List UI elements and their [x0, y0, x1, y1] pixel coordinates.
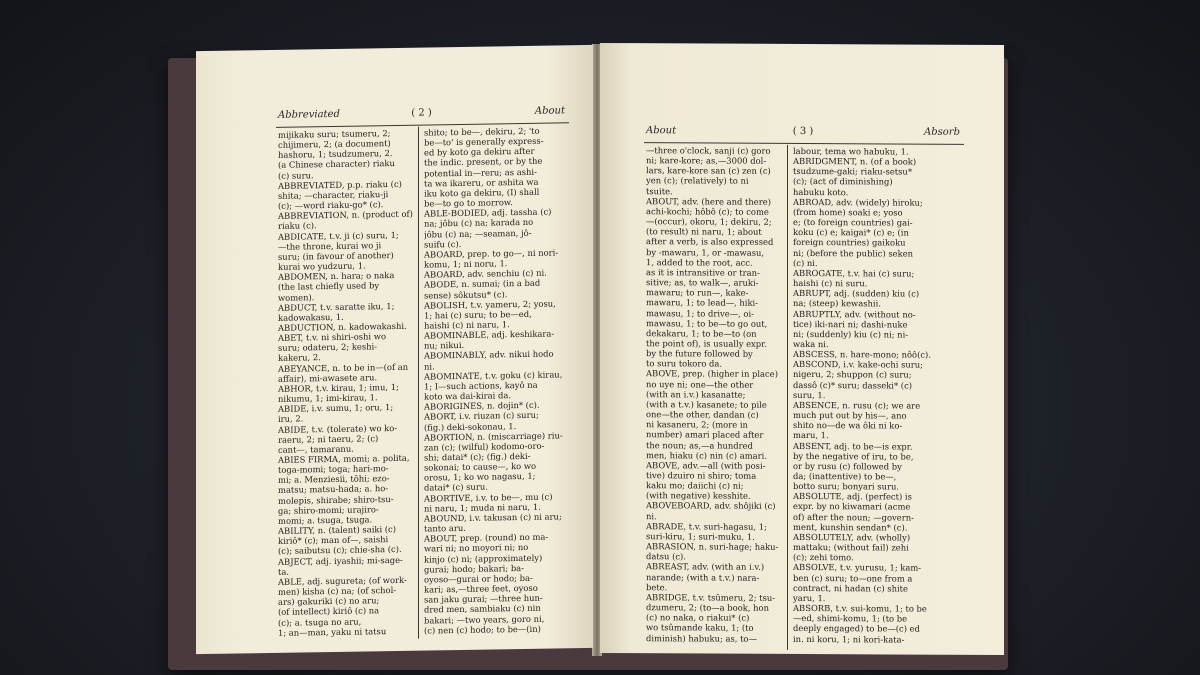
- dictionary-line: shito no—de wa ôki ni ko-: [793, 420, 903, 431]
- dictionary-line: kinjo (c) ni; (approximately): [424, 552, 543, 565]
- right-header-right: Absorb: [924, 126, 960, 138]
- dictionary-line: ABROAD, adv. (widely) hiroku;: [793, 196, 923, 208]
- dictionary-line: ars) gakuriki (c) no aru;: [278, 595, 380, 608]
- dictionary-line: wo tsûmande kaku, 1; (to: [646, 622, 754, 634]
- dictionary-line: suifu (c).: [424, 238, 462, 250]
- dictionary-line: no uye ni; one—the other: [646, 378, 754, 390]
- dictionary-line: be—to go to morrow.: [424, 197, 513, 209]
- dictionary-line: sokonai; to cause—, ko wo: [424, 460, 537, 473]
- dictionary-line: haishi (c) ni suru.: [793, 277, 868, 289]
- dictionary-line: the noun; as,—a hundred: [646, 439, 753, 451]
- dictionary-line: (c); saibutsu (c); chie-sha (c).: [278, 544, 402, 557]
- dictionary-line: (to result) ni naru, 1; about: [646, 226, 762, 238]
- dictionary-line: jôbu (c) na; —seaman, jô-: [424, 227, 532, 240]
- dictionary-line: tanto aru.: [424, 522, 466, 534]
- dictionary-line: men) kisha (c) na; (of schol-: [278, 585, 397, 597]
- dictionary-line: botto suru; bonyari suru.: [793, 481, 900, 492]
- dictionary-line: ABOVE, adv.—all (with posi-: [646, 460, 766, 471]
- dictionary-line: diminish) habuku; as, to—: [646, 632, 757, 644]
- dictionary-line: shi; datai* (c); (fig.) deki-: [424, 450, 531, 463]
- dictionary-line: ABJECT, adj. iyashii; mi-sage-: [278, 554, 403, 567]
- right-page-column-1: [646, 145, 785, 651]
- dictionary-line: after a verb, is also expressed: [646, 236, 774, 248]
- dictionary-line: molepis, shirabe; shiro-tsu-: [278, 493, 394, 506]
- dictionary-line: (with a t.v.) kasanete; to pile: [646, 399, 767, 410]
- dictionary-line: ABOMINABLY, adv. nikui hodo: [424, 348, 554, 361]
- dictionary-line: affair), mi-awasete aru.: [278, 372, 378, 384]
- dictionary-line: ABRUPT, adj. (sudden) kiu (c): [793, 288, 920, 299]
- dictionary-line: gurai; hodo; bakari; ba-: [424, 562, 525, 575]
- dictionary-line: ni; (suddenly) kiu (c) ni; ni-: [793, 328, 909, 340]
- dictionary-line: 1; an—man, yaku ni tatsu: [278, 625, 387, 638]
- dictionary-line: koku (c) e; kaigai* (c) e; (in: [793, 227, 909, 238]
- right-page-column-2: [793, 146, 941, 652]
- dictionary-line: ABORTION, n. (miscarriage) riu-: [424, 430, 563, 443]
- dictionary-line: shito; to be—, dekiru, 2; 'to: [424, 125, 540, 138]
- dictionary-line: ment, kunshin sendan* (c).: [793, 521, 908, 533]
- dictionary-line: ABET, t.v. ni shiri-oshi wo: [278, 331, 386, 343]
- dictionary-line: 1, added to the root, acc.: [646, 256, 753, 268]
- dictionary-line: or by rusu (c) followed by: [793, 460, 902, 472]
- dictionary-line: haishi (c) ni naru, 1.: [424, 319, 510, 331]
- dictionary-line: potential in—reru; as ashi-: [424, 166, 537, 179]
- dictionary-line: mattaku; (without fail) zehi: [793, 542, 909, 553]
- dictionary-line: ni; (before the public) seken: [793, 247, 914, 259]
- dictionary-line: ABOARD, prep. to go—, ni nori-: [424, 247, 559, 260]
- left-page-column-1: [278, 128, 416, 645]
- dictionary-line: ABROGATE, t.v. hai (c) suru;: [793, 267, 915, 279]
- dictionary-line: oyoso—gurai or hodo; ba-: [424, 572, 533, 585]
- dictionary-line: 1; I—such actions, kayô na: [424, 379, 538, 392]
- left-column-divider: [418, 127, 419, 639]
- dictionary-line: datsu (c).: [646, 551, 686, 562]
- dictionary-line: (c) no naka, o riakui* (c): [646, 612, 750, 623]
- dictionary-line: riaku (c).: [278, 220, 317, 232]
- dictionary-line: tice) iki-nari ni; dashi-nuke: [793, 318, 908, 330]
- dictionary-line: (c) ni.: [793, 257, 818, 268]
- left-header-page-number: ( 2 ): [411, 107, 432, 119]
- dictionary-line: bakari; —two years, goro ni,: [424, 613, 545, 626]
- left-header-right: About: [534, 105, 565, 117]
- dictionary-line: (c) suru.: [278, 169, 314, 181]
- dictionary-line: (c) nen (c) hodo; to be—(in): [424, 623, 541, 636]
- dictionary-line: suru; (in favour of another): [278, 249, 394, 262]
- dictionary-line: e; (to foreign countries) gai-: [793, 217, 913, 228]
- dictionary-line: men, hiaku (c) nin (c) amari.: [646, 449, 767, 461]
- dictionary-line: nikumu, 1; imi-kirau, 1.: [278, 392, 378, 404]
- dictionary-line: ABRASION, n. suri-hage; haku-: [646, 541, 779, 552]
- dictionary-line: ta wa ikareru, or ashita wa: [424, 176, 539, 189]
- dictionary-line: mawaru, 1; to lead—, hiki-: [646, 297, 759, 309]
- dictionary-line: matsu; matsu-hada; a. ho-: [278, 483, 389, 496]
- dictionary-line: ABILITY, n. (talent) saiki (c): [278, 524, 397, 536]
- dictionary-line: ABREAST, adv. (with an i.v.): [646, 561, 765, 573]
- dictionary-line: chijimeru, 2; (a document): [278, 138, 391, 150]
- dictionary-line: (with negative) kesshite.: [646, 490, 751, 502]
- dictionary-line: ABODE, n. sumai; (in a bad: [424, 278, 541, 290]
- dictionary-line: ABIDE, i.v. sumu, 1; oru, 1;: [278, 402, 394, 415]
- dictionary-line: in. ni koru, 1; ni kori-kata-: [793, 633, 905, 645]
- dictionary-line: women).: [278, 291, 315, 303]
- dictionary-line: (fig.) deki-sokonau, 1.: [424, 420, 517, 433]
- dictionary-line: ABDUCT, t.v. saratte iku, 1;: [278, 300, 395, 313]
- dictionary-line: the indic. present, or by the: [424, 156, 543, 169]
- dictionary-line: ga; shiro-momi; urajiro-: [278, 504, 379, 516]
- dictionary-line: ABSENCE, n. rusu (c); we are: [793, 399, 921, 411]
- dictionary-line: narande; (with a t.v.) nara-: [646, 571, 760, 583]
- dictionary-line: wari ni; no moyori ni; no: [424, 542, 529, 554]
- dictionary-line: ABOARD, adv. senchiu (c) ni.: [424, 267, 547, 280]
- dictionary-line: ABORTIVE, i.v. to be—, mu (c): [424, 491, 553, 504]
- dictionary-line: ABRADE, t.v. suri-hagasu, 1;: [646, 520, 767, 532]
- dictionary-line: (a Chinese character) riaku: [278, 158, 395, 171]
- dictionary-line: ni; kare-kore; as,—3000 dol-: [646, 155, 767, 166]
- dictionary-line: waka ni.: [793, 338, 829, 350]
- dictionary-line: momi; a. tsuga, tsuga.: [278, 514, 373, 526]
- dictionary-line: toga-momi; toga; hari-mo-: [278, 463, 389, 475]
- dictionary-line: koto wa dai-kirai da.: [424, 390, 511, 402]
- dictionary-line: bete.: [646, 581, 668, 593]
- dictionary-line: by the negative of iru, to be,: [793, 450, 914, 462]
- dictionary-line: ABOUND, i.v. takusan (c) ni aru;: [424, 511, 562, 524]
- dictionary-line: ABHOR, t.v. kirau, 1; imu, 1;: [278, 381, 399, 394]
- dictionary-line: komu, 1; ni noru, 1.: [424, 258, 508, 270]
- dictionary-line: contract, ni hadan (c) shite: [793, 582, 908, 594]
- dictionary-line: shita; —character, riaku-ji: [278, 189, 389, 201]
- dictionary-line: (c); (act of diminishing): [793, 176, 893, 187]
- dictionary-line: ABOUT, prep. (round) no ma-: [424, 531, 549, 544]
- dictionary-line: dassô (c)* suru; dasseki* (c): [793, 379, 913, 391]
- dictionary-line: lars, kare-kore san (c) zen (c): [646, 165, 771, 177]
- dictionary-line: dred men, sambiaku (c) nin: [424, 603, 541, 615]
- dictionary-line: cant—, tamaranu.: [278, 443, 354, 455]
- dictionary-line: yen (c); (relatively) to ni: [646, 175, 749, 187]
- dictionary-line: mijikaku suru; tsumeru, 2;: [278, 128, 391, 140]
- dictionary-line: (c); a. tsuga no aru,: [278, 616, 362, 628]
- dictionary-line: achi-kochi; hôbô (c); to come: [646, 206, 769, 217]
- dictionary-line: ni.: [646, 510, 657, 521]
- dictionary-line: ed by koto ga dekiru after: [424, 146, 535, 158]
- dictionary-line: mawasu, 1; to drive—, oi-: [646, 307, 754, 319]
- dictionary-line: kadowakasu, 1.: [278, 311, 344, 323]
- dictionary-line: ABDOMEN, n. hara; o naka: [278, 270, 395, 283]
- dictionary-line: nigeru, 2; shuppon (c) suru;: [793, 369, 912, 381]
- right-page: [600, 43, 1004, 655]
- dictionary-line: suri-kiru, 1; suri-muku, 1.: [646, 531, 755, 542]
- right-header-left: About: [646, 125, 677, 137]
- dictionary-line: number) amari placed after: [646, 429, 764, 441]
- dictionary-line: ABIES FIRMA, momi; a. polita,: [278, 452, 410, 465]
- dictionary-line: ta.: [278, 566, 290, 577]
- dictionary-line: ABBREVIATED, p.p. riaku (c): [278, 178, 402, 191]
- dictionary-line: na; jôbu (c) na; karada no: [424, 217, 534, 229]
- dictionary-line: ABSOLUTE, adj. (perfect) is: [793, 491, 912, 502]
- dictionary-line: ABOMINATE, t.v. goku (c) kirau,: [424, 369, 563, 382]
- dictionary-line: suru, 1.: [793, 389, 826, 400]
- dictionary-line: ABOMINABLE, adj. keshikara-: [424, 328, 555, 341]
- dictionary-line: ABORT, i.v. riuzan (c) suru;: [424, 410, 539, 422]
- dictionary-line: dekakaru, 1; to be—to (on: [646, 327, 757, 339]
- dictionary-line: tsudzume-gaki; riaku-setsu*: [793, 166, 913, 177]
- dictionary-line: ben (c) suru; to—one from a: [793, 572, 913, 584]
- dictionary-line: maru, 1.: [793, 430, 829, 441]
- dictionary-line: mi; a. Menziesii, tôhi; ezo-: [278, 473, 390, 486]
- dictionary-line: ABSCOND, i.v. kake-ochi suru;: [793, 359, 923, 370]
- dictionary-line: hashoru, 1; tsudzumeru, 2.: [278, 148, 393, 161]
- dictionary-line: be—to' is generally express-: [424, 135, 544, 148]
- dictionary-line: labour, tema wo habuku, 1.: [793, 145, 909, 157]
- dictionary-line: as it is intransitive or tran-: [646, 267, 760, 278]
- dictionary-line: na; (steep) kewashii.: [793, 298, 881, 309]
- dictionary-line: (with an i.v.) kasanatte;: [646, 388, 746, 400]
- dictionary-line: yaru, 1.: [793, 592, 826, 603]
- dictionary-line: suru; odateru, 2; keshi-: [278, 341, 378, 354]
- dictionary-line: ABRIDGMENT, n. (of a book): [793, 156, 917, 167]
- dictionary-line: (c); —word riaku-go* (c).: [278, 199, 384, 211]
- right-header-page-number: ( 3 ): [792, 125, 814, 138]
- dictionary-line: iku koto ga dekiru, (I) shall: [424, 186, 540, 199]
- dictionary-line: foreign countries) gaikoku: [793, 237, 906, 248]
- dictionary-line: iru, 2.: [278, 413, 304, 425]
- dictionary-line: da; (inattentive) to be—,: [793, 470, 897, 482]
- dictionary-line: ABOUT, adv. (here and there): [646, 195, 771, 207]
- dictionary-line: (c); zehi tomo.: [793, 552, 854, 563]
- dictionary-line: kakeru, 2.: [278, 352, 321, 364]
- dictionary-line: dzumeru, 2; (to—a book, hon: [646, 602, 769, 613]
- dictionary-line: zan (c); (wilful) kodomo-oro-: [424, 440, 545, 453]
- dictionary-line: ni naru, 1; muda ni naru, 1.: [424, 501, 541, 514]
- dictionary-line: much put out by his—, ano: [793, 410, 907, 421]
- left-page-column-2: [424, 125, 570, 642]
- dictionary-line: —three o'clock, sanji (c) goro: [646, 145, 771, 156]
- dictionary-line: orosu, 1; ko wo nagasu, 1;: [424, 471, 536, 483]
- left-page: [196, 45, 593, 654]
- dictionary-line: ABDUCTION, n. kadowakashi.: [278, 320, 407, 333]
- dictionary-line: ABSORB, t.v. sui-komu, 1; to be: [793, 602, 927, 614]
- dictionary-line: ni.: [424, 360, 435, 372]
- dictionary-line: ABOVEBOARD, adv. shôjiki (c): [646, 500, 776, 512]
- dictionary-line: raeru, 2; ni taeru, 2; (c): [278, 432, 379, 445]
- dictionary-line: one—the other, dandan (c): [646, 409, 759, 420]
- dictionary-line: tive) dzuiro ni shiro; toma: [646, 470, 757, 481]
- dictionary-line: datai* (c) suru.: [424, 482, 488, 494]
- dictionary-line: habuku koto.: [793, 186, 849, 197]
- dictionary-line: nu; nikui.: [424, 340, 465, 351]
- dictionary-line: tsuite.: [646, 185, 673, 196]
- dictionary-line: expr. by no kiwamari (acme: [793, 501, 911, 513]
- dictionary-line: —(occur), okoru, 1; dekiru, 2;: [646, 216, 772, 227]
- dictionary-line: kaku mo; daiichi (c) ni;: [646, 480, 744, 491]
- dictionary-line: to suru tokoro da.: [646, 358, 723, 369]
- dictionary-line: by -mawaru, 1, or -mawasu,: [646, 246, 765, 258]
- right-column-divider: [787, 145, 788, 650]
- dictionary-line: kiriô* (c); man of—, saishi: [278, 534, 389, 547]
- dictionary-line: (the last chiefly used by: [278, 280, 380, 293]
- dictionary-line: —the throne, kurai wo ji: [278, 239, 382, 252]
- dictionary-line: by the future followed by: [646, 348, 753, 359]
- dictionary-line: ABLE, adj. sugureta; (of work-: [278, 574, 407, 587]
- dictionary-line: (of intellect) kiriô (c) na: [278, 605, 380, 618]
- dictionary-line: kurai wo yudzuru, 1.: [278, 260, 366, 272]
- dictionary-line: ABLE-BODIED, adj. tassha (c): [424, 206, 552, 219]
- dictionary-line: ABRUPTLY, adv. (without no-: [793, 308, 916, 320]
- dictionary-line: ABOVE, prep. (higher in place): [646, 368, 778, 380]
- dictionary-line: ABBREVIATION, n. (product of): [278, 208, 413, 222]
- dictionary-line: sitive; as, to walk—, aruki-: [646, 277, 759, 288]
- left-header-left: Abbreviated: [278, 108, 340, 121]
- dictionary-line: ABSCESS, n. hare-mono; nôô(c).: [793, 349, 931, 360]
- dictionary-line: (from home) soaki e; yoso: [793, 206, 903, 218]
- dictionary-line: ABDICATE, t.v. ji (c) suru, 1;: [278, 229, 399, 242]
- dictionary-line: sense) sôkutsu* (c).: [424, 288, 508, 301]
- dictionary-line: ABSOLUTELY, adv. (wholly): [793, 531, 911, 543]
- dictionary-line: ABRIDGE, t.v. tsûmeru, 2; tsu-: [646, 592, 776, 603]
- dictionary-line: ABORIGINES, n. dojin* (c).: [424, 399, 540, 412]
- dictionary-line: deeply engaged) to be—(c) ed: [793, 623, 920, 634]
- dictionary-line: ABIDE, t.v. (tolerate) wo ko-: [278, 422, 398, 435]
- dictionary-line: ABEYANCE, n. to be in—(of an: [278, 361, 409, 374]
- dictionary-line: kari; as,—three feet, oyoso: [424, 582, 538, 595]
- dictionary-line: ABSENT, adj. to be—is expr.: [793, 440, 913, 452]
- dictionary-line: 1; hai (c) suru; to be—ed,: [424, 308, 532, 321]
- dictionary-line: —ed, shimi-komu, 1; (to be: [793, 613, 908, 624]
- dictionary-line: ABOLISH, t.v. yameru, 2; yosu,: [424, 298, 556, 311]
- dictionary-line: san jaku gurai; —three hun-: [424, 592, 543, 605]
- dictionary-line: ABSOLVE, t.v. yurusu, 1; kam-: [793, 562, 922, 574]
- dictionary-line: mawasu, 1; to be—to go out,: [646, 317, 768, 329]
- dictionary-line: ni kasaneru, 2; (more in: [646, 419, 748, 430]
- dictionary-line: of) after the noun; —govern-: [793, 511, 914, 523]
- dictionary-line: the point of), is usually expr.: [646, 338, 767, 349]
- dictionary-line: mawaru; to run—, kake-: [646, 287, 749, 298]
